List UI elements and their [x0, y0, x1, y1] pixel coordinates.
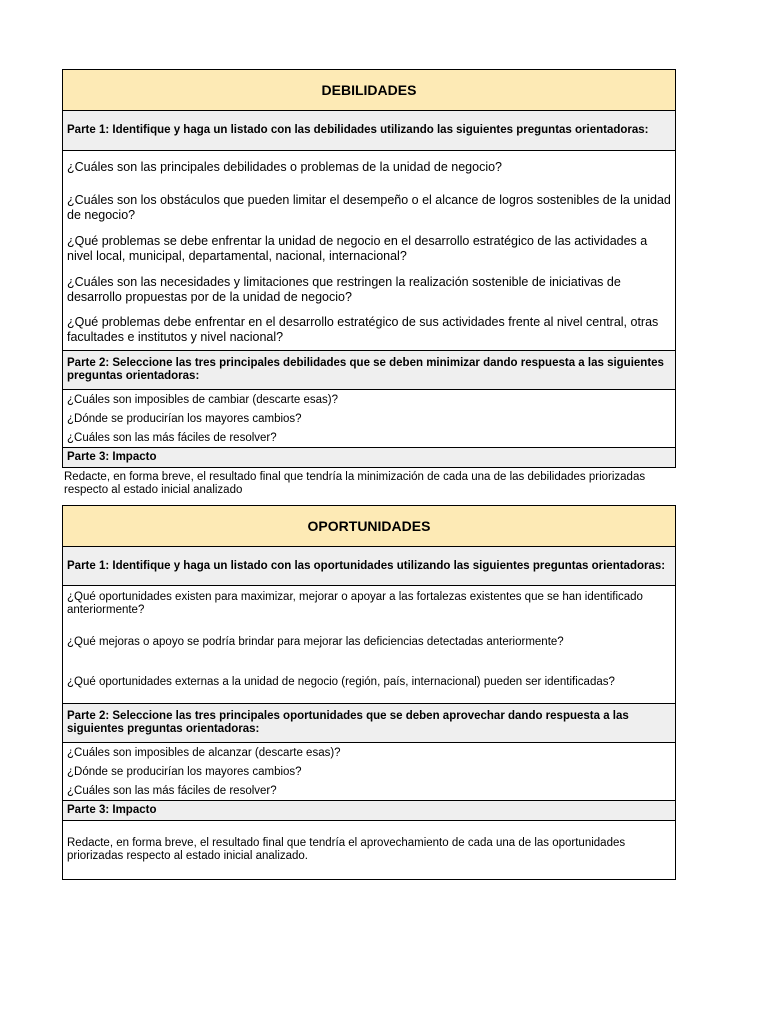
debilidades-question-4: ¿Cuáles son las necesidades y limitaciones que restringen la realización sostenible de iniciativas de desarrollo propuestas por de la unidad de negocio?	[67, 275, 621, 304]
oportunidades-part2-question-1: ¿Cuáles son imposibles de alcanzar (descarte esas)?	[67, 747, 341, 759]
debilidades-question-1: ¿Cuáles son las principales debilidades o problemas de la unidad de negocio?	[67, 160, 503, 174]
debilidades-question-2: ¿Cuáles son los obstáculos que pueden limitar el desempeño o el alcance de logros sostenibles de la unidad de negocio?	[67, 193, 671, 222]
oportunidades-question-2: ¿Qué mejoras o apoyo se podría brindar para mejorar las deficiencias detectadas anteriormente?	[67, 636, 564, 648]
oportunidades-part2: Parte 2: Seleccione las tres principales oportunidades que se deben aprovechar dando respuesta a las siguientes preguntas orientadoras:	[63, 703, 675, 742]
oportunidades-title: OPORTUNIDADES	[63, 506, 675, 546]
oportunidades-questions	[63, 585, 675, 703]
debilidades-part2-questions	[63, 389, 675, 447]
oportunidades-question-1: ¿Qué oportunidades existen para maximizar, mejorar o apoyar a las fortalezas existentes que se han identificado anteriormente?	[67, 591, 643, 616]
debilidades-part2-question-3: ¿Cuáles son las más fáciles de resolver?	[67, 432, 277, 444]
oportunidades-question-3: ¿Qué oportunidades externas a la unidad de negocio (región, país, internacional) pueden ser identificadas?	[67, 676, 615, 688]
debilidades-question-5: ¿Qué problemas debe enfrentar en el desarrollo estratégico de sus actividades frente al nivel central, otras facultades e institutos y nivel nacional?	[67, 315, 659, 344]
oportunidades-impact-text: Redacte, en forma breve, el resultado final que tendría el aprovechamiento de cada una de las oportunidades priorizadas respecto al estado inicial analizado.	[67, 837, 626, 862]
oportunidades-part2-question-3: ¿Cuáles son las más fáciles de resolver?	[67, 785, 277, 797]
debilidades-part2-question-1: ¿Cuáles son imposibles de cambiar (descarte esas)?	[67, 394, 339, 406]
oportunidades-part2-questions	[63, 742, 675, 800]
oportunidades-part2-question-2: ¿Dónde se producirían los mayores cambios?	[67, 766, 302, 778]
oportunidades-table	[62, 505, 676, 880]
debilidades-part2: Parte 2: Seleccione las tres principales debilidades que se deben minimizar dando respuesta a las siguientes preguntas orientadoras:	[63, 350, 675, 389]
debilidades-part2-question-2: ¿Dónde se producirían los mayores cambios?	[67, 413, 302, 425]
debilidades-part3: Parte 3: Impacto	[63, 447, 675, 467]
debilidades-part1: Parte 1: Identifique y haga un listado con las debilidades utilizando las siguientes preguntas orientadoras:	[63, 110, 675, 150]
debilidades-title: DEBILIDADES	[63, 70, 675, 110]
oportunidades-part3: Parte 3: Impacto	[63, 800, 675, 820]
oportunidades-impact-cell[interactable]	[63, 820, 675, 879]
debilidades-impact-text: Redacte, en forma breve, el resultado final que tendría la minimización de cada una de las debilidades priorizadas respecto al estado inicial analizado	[64, 471, 646, 496]
worksheet	[62, 69, 676, 880]
debilidades-table	[62, 69, 676, 468]
oportunidades-part1: Parte 1: Identifique y haga un listado con las oportunidades utilizando las siguientes preguntas orientadoras:	[63, 546, 675, 585]
debilidades-question-3: ¿Qué problemas se debe enfrentar la unidad de negocio en el desarrollo estratégico de las actividades a nivel local, municipal, departamental, nacional, internacional?	[67, 234, 648, 263]
debilidades-questions	[63, 150, 675, 350]
